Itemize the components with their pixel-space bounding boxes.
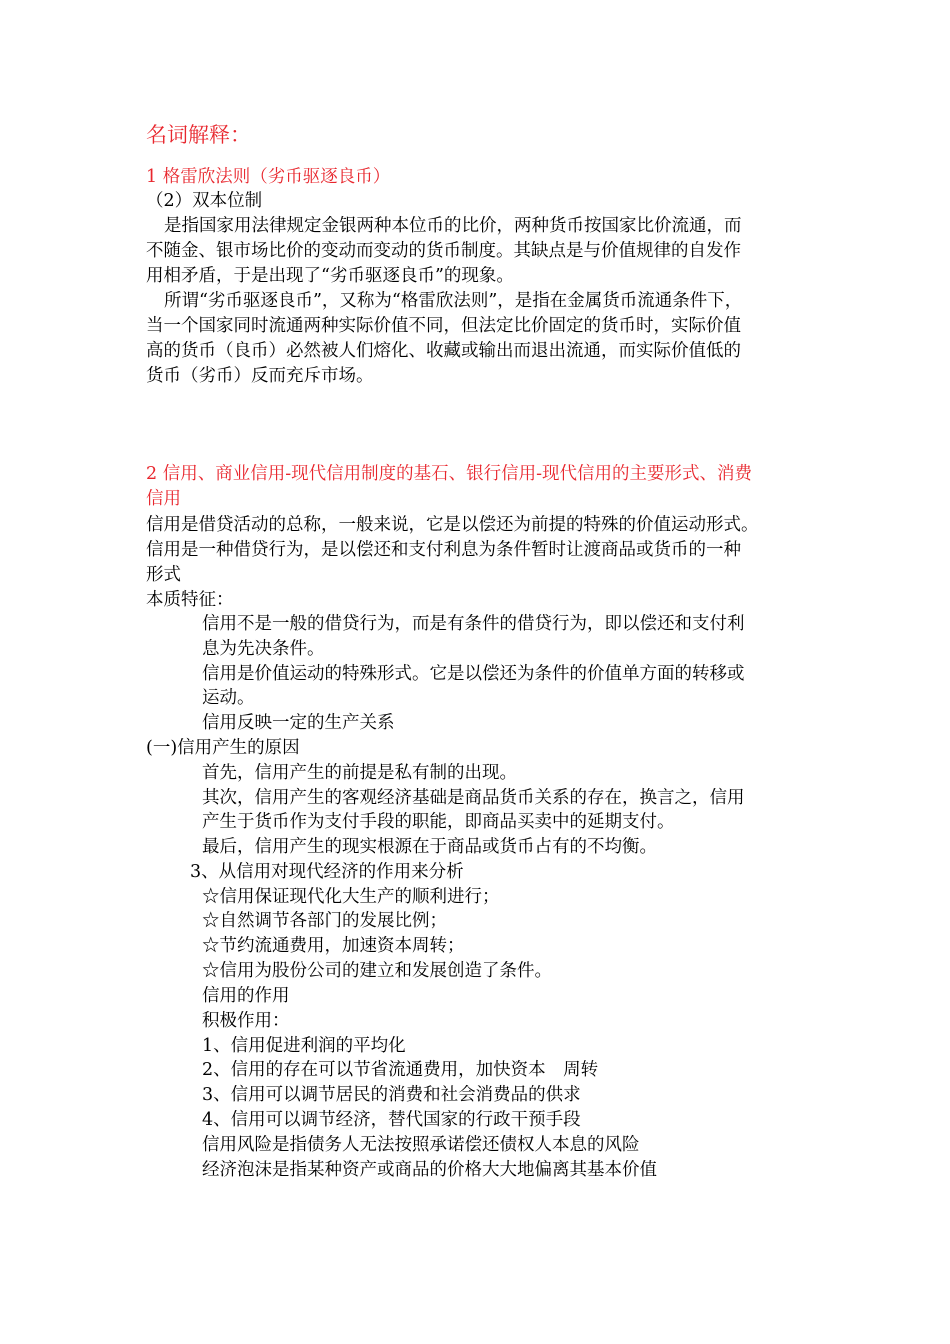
- origin-line1: 首先，信用产生的前提是私有制的出现。: [202, 763, 517, 783]
- analysis-line9: 3、信用可以调节居民的消费和社会消费品的供求: [202, 1085, 581, 1105]
- section1-para2-line2: 当一个国家同时流通两种实际价值不同，但法定比价固定的货币时，实际价值: [146, 316, 741, 336]
- definition-line3: 形式: [146, 565, 181, 585]
- section1-subtitle: （2）双本位制: [146, 191, 263, 211]
- section1-para1-line2: 不随金、银市场比价的变动而变动的货币制度。其缺点是与价值规律的自发作: [146, 241, 741, 261]
- analysis-line7: 1、信用促进利润的平均化: [202, 1036, 406, 1056]
- section1-para2-line1: 所谓“劣币驱逐良币”，又称为“格雷欣法则”，是指在金属货币流通条件下，: [164, 291, 743, 311]
- analysis-line2: ☆自然调节各部门的发展比例；: [202, 911, 447, 931]
- origin-line4: 最后，信用产生的现实根源在于商品或货币占有的不均衡。: [202, 837, 657, 857]
- analysis-line5: 信用的作用: [202, 986, 290, 1006]
- analysis-line8: 2、信用的存在可以节省流通费用，加快资本 周转: [202, 1060, 599, 1080]
- analysis-line3: ☆节约流通费用，加速资本周转；: [202, 936, 465, 956]
- essence-line2: 息为先决条件。: [202, 639, 325, 659]
- essence-line5: 信用反映一定的生产关系: [202, 713, 395, 733]
- essence-line4: 运动。: [202, 688, 255, 708]
- definition-line1: 信用是借贷活动的总称，一般来说，它是以偿还为前提的特殊的价值运动形式。: [146, 515, 759, 535]
- section2-title-line2: 信用: [146, 489, 181, 509]
- analysis-line12: 经济泡沫是指某种资产或商品的价格大大地偏离其基本价值: [202, 1160, 657, 1180]
- origin-line3: 产生于货币作为支付手段的职能，即商品买卖中的延期支付。: [202, 812, 675, 832]
- section1-para2-line3: 高的货币（良币）必然被人们熔化、收藏或输出而退出流通，而实际价值低的: [146, 341, 741, 361]
- analysis-line10: 4、信用可以调节经济，替代国家的行政干预手段: [202, 1110, 581, 1130]
- section2-title-line1: 2 信用、商业信用-现代信用制度的基石、银行信用-现代信用的主要形式、消费: [146, 464, 753, 484]
- origin-label: (一)信用产生的原因: [146, 738, 300, 758]
- glossary-heading: 名词解释：: [146, 123, 251, 147]
- essence-line3: 信用是价值运动的特殊形式。它是以偿还为条件的价值单方面的转移或: [202, 664, 745, 684]
- origin-line2: 其次，信用产生的客观经济基础是商品货币关系的存在，换言之，信用: [202, 788, 745, 808]
- section1-para2-line4: 货币（劣币）反而充斥市场。: [146, 366, 374, 386]
- analysis-line1: ☆信用保证现代化大生产的顺利进行；: [202, 887, 500, 907]
- analysis-line4: ☆信用为股份公司的建立和发展创造了条件。: [202, 961, 552, 981]
- section1-title: 1 格雷欣法则（劣币驱逐良币）: [146, 167, 391, 187]
- analysis-line11: 信用风险是指债务人无法按照承诺偿还债权人本息的风险: [202, 1135, 640, 1155]
- analysis-line6: 积极作用：: [202, 1011, 290, 1031]
- essence-line1: 信用不是一般的借贷行为，而是有条件的借贷行为，即以偿还和支付利: [202, 614, 745, 634]
- definition-line2: 信用是一种借贷行为，是以偿还和支付利息为条件暂时让渡商品或货币的一种: [146, 540, 741, 560]
- analysis-label: 3、从信用对现代经济的作用来分析: [190, 862, 464, 882]
- essence-label: 本质特征：: [146, 590, 234, 610]
- section1-para1-line1: 是指国家用法律规定金银两种本位币的比价，两种货币按国家比价流通，而: [164, 216, 742, 236]
- section1-para1-line3: 用相矛盾，于是出现了“劣币驱逐良币”的现象。: [146, 266, 514, 286]
